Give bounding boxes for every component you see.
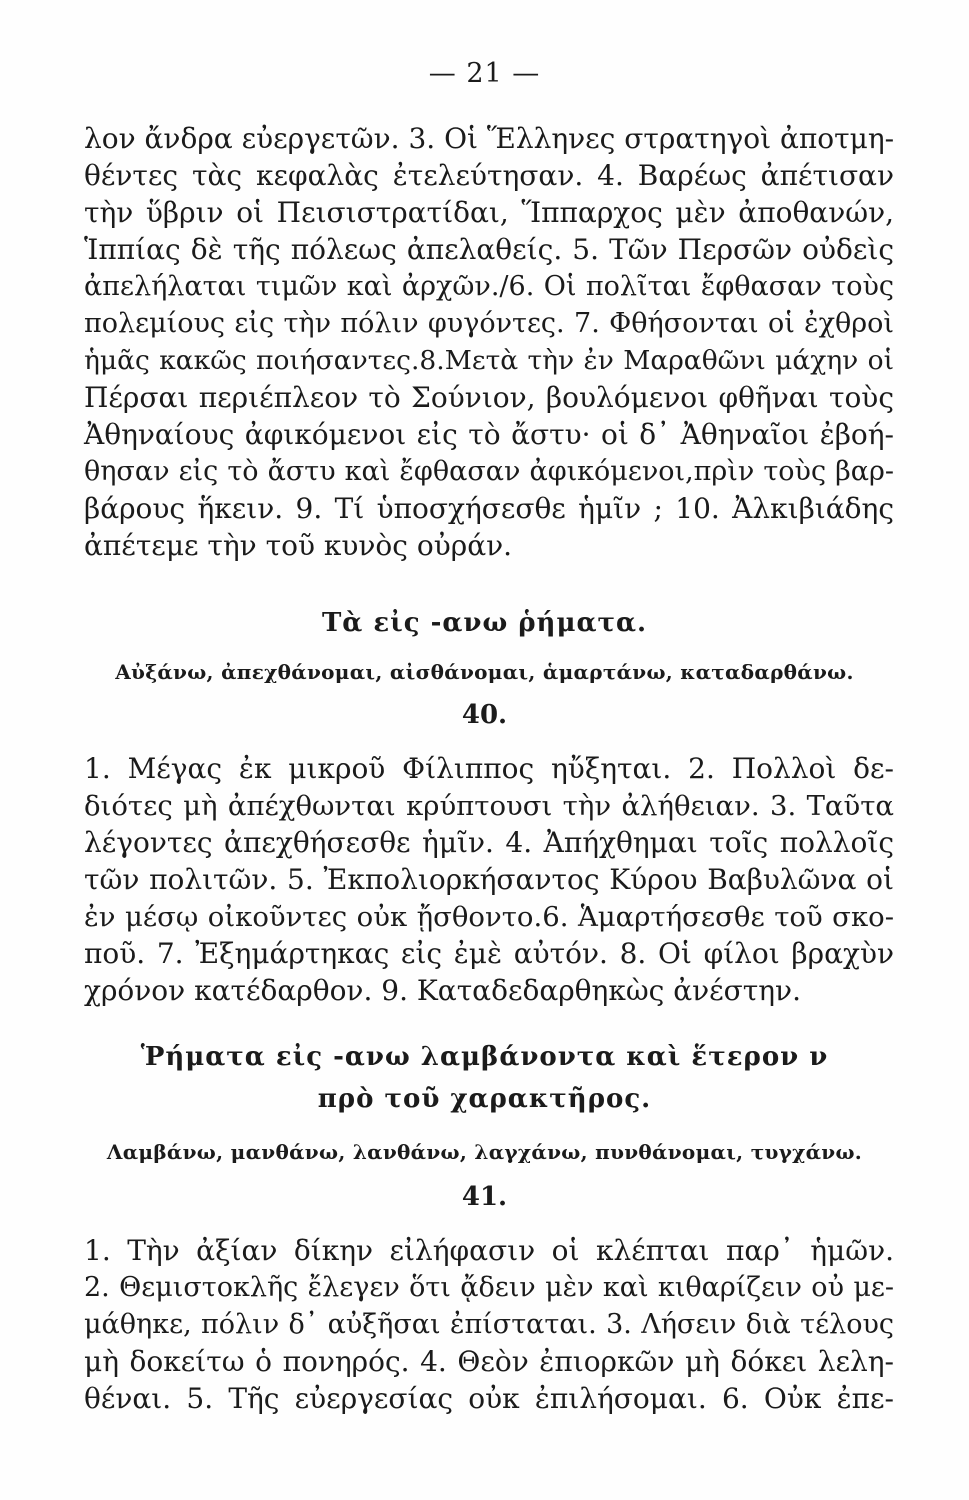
verb-list: Αὐξάνω, ἀπεχθάνομαι, αἰσθάνομαι, ἁμαρτάνω, καταδαρθάνω. (115, 660, 854, 684)
text-line: Ἱππίας δὲ τῆς πόλεως ἀπελαθείς. 5. Τῶν Περσῶν οὐδεὶς (84, 233, 894, 266)
text-line: ποῦ. 7. Ἐξημάρτηκας εἰς ἐμὲ αὐτόν. 8. Οἱ φίλοι βραχὺν (84, 937, 894, 970)
section-heading-nasal-verbs-2: πρὸ τοῦ χαρακτῆρος. (317, 1084, 652, 1114)
text-line: τὴν ὕβριν οἱ Πεισιστρατίδαι, Ἵππαρχος μὲν ἀποθανών, (84, 196, 894, 229)
text-line: ἡμᾶς κακῶς ποιήσαντες.8.Μετὰ τὴν ἐν Μαραθῶνι μάχην οἱ (84, 345, 894, 376)
text-line: ἐν μέσῳ οἰκοῦντες οὐκ ᾔσθοντο.6. Ἁμαρτήσεσθε τοῦ σκο- (84, 901, 894, 933)
text-line: βάρους ἥκειν. 9. Τί ὑποσχήσεσθε ἡμῖν ; 10. Ἀλκιβιάδης (84, 492, 894, 525)
text-line: θέντες τὰς κεφαλὰς ἐτελεύτησαν. 4. Βαρέως ἀπέτισαν (84, 159, 894, 192)
text-line: ἀπελήλαται τιμῶν καὶ ἀρχῶν./6. Οἱ πολῖται ἔφθασαν τοὺς (84, 271, 894, 302)
text-line: λον ἄνδρα εὐεργετῶν. 3. Οἱ Ἕλληνες στρατηγοὶ ἀποτμη- (84, 122, 895, 155)
verb-list: Λαμβάνω, μανθάνω, λανθάνω, λαγχάνω, πυνθάνομαι, τυγχάνω. (106, 1140, 863, 1164)
text-line: μὴ δοκείτω ὁ πονηρός. 4. Θεὸν ἐπιορκῶν μὴ δόκει λελη- (84, 1345, 894, 1378)
page-number: — 21 — (428, 58, 541, 89)
text-line: θησαν εἰς τὸ ἄστυ καὶ ἔφθασαν ἀφικόμενοι,πρὶν τοὺς βαρ- (84, 456, 894, 487)
text-line: τῶν πολιτῶν. 5. Ἐκπολιορκήσαντος Κύρου Βαβυλῶνα οἱ (84, 863, 894, 896)
exercise-number: 41. (461, 1182, 508, 1212)
text-line: ἀπέτεμε τὴν τοῦ κυνὸς οὐράν. (84, 529, 513, 562)
text-line: 1. Μέγας ἐκ μικροῦ Φίλιππος ηὔξηται. 2. Πολλοὶ δε- (84, 752, 894, 785)
exercise-number: 40. (461, 700, 508, 730)
text-line: μάθηκε, πόλιν δ᾽ αὐξῆσαι ἐπίσταται. 3. Λήσειν διὰ τέλους (84, 1309, 894, 1340)
text-line: χρόνον κατέδαρθον. 9. Καταδεδαρθηκὼς ἀνέστην. (84, 974, 801, 1007)
text-line: διότες μὴ ἀπέχθωνται κρύπτουσι τὴν ἀλήθειαν. 3. Ταῦτα (84, 790, 894, 822)
text-line: θέναι. 5. Τῆς εὐεργεσίας οὐκ ἐπιλήσομαι. 6. Οὐκ ἐπε- (84, 1382, 894, 1415)
section-heading-ano-verbs: Τὰ εἰς -ανω ῥήματα. (321, 608, 648, 638)
text-line: 1. Τὴν ἀξίαν δίκην εἰλήφασιν οἱ κλέπται παρ᾽ ἡμῶν. (84, 1234, 894, 1267)
text-line: Πέρσαι περιέπλεον τὸ Σούνιον, βουλόμενοι φθῆναι τοὺς (84, 381, 894, 414)
section-heading-nasal-verbs: Ῥήματα εἰς -ανω λαμβάνοντα καὶ ἕτερον ν (140, 1042, 829, 1072)
text-line: 2. Θεμιστοκλῆς ἔλεγεν ὅτι ᾄδειν μὲν καὶ κιθαρίζειν οὐ με- (84, 1272, 894, 1303)
text-line: λέγοντες ἀπεχθήσεσθε ἡμῖν. 4. Ἀπήχθημαι τοῖς πολλοῖς (84, 826, 894, 859)
text-line: πολεμίους εἰς τὴν πόλιν φυγόντες. 7. Φθήσονται οἱ ἐχθροὶ (84, 308, 894, 339)
text-line: Ἀθηναίους ἀφικόμενοι εἰς τὸ ἄστυ· οἱ δ᾽ Ἀθηναῖοι ἐβοή- (84, 418, 894, 451)
